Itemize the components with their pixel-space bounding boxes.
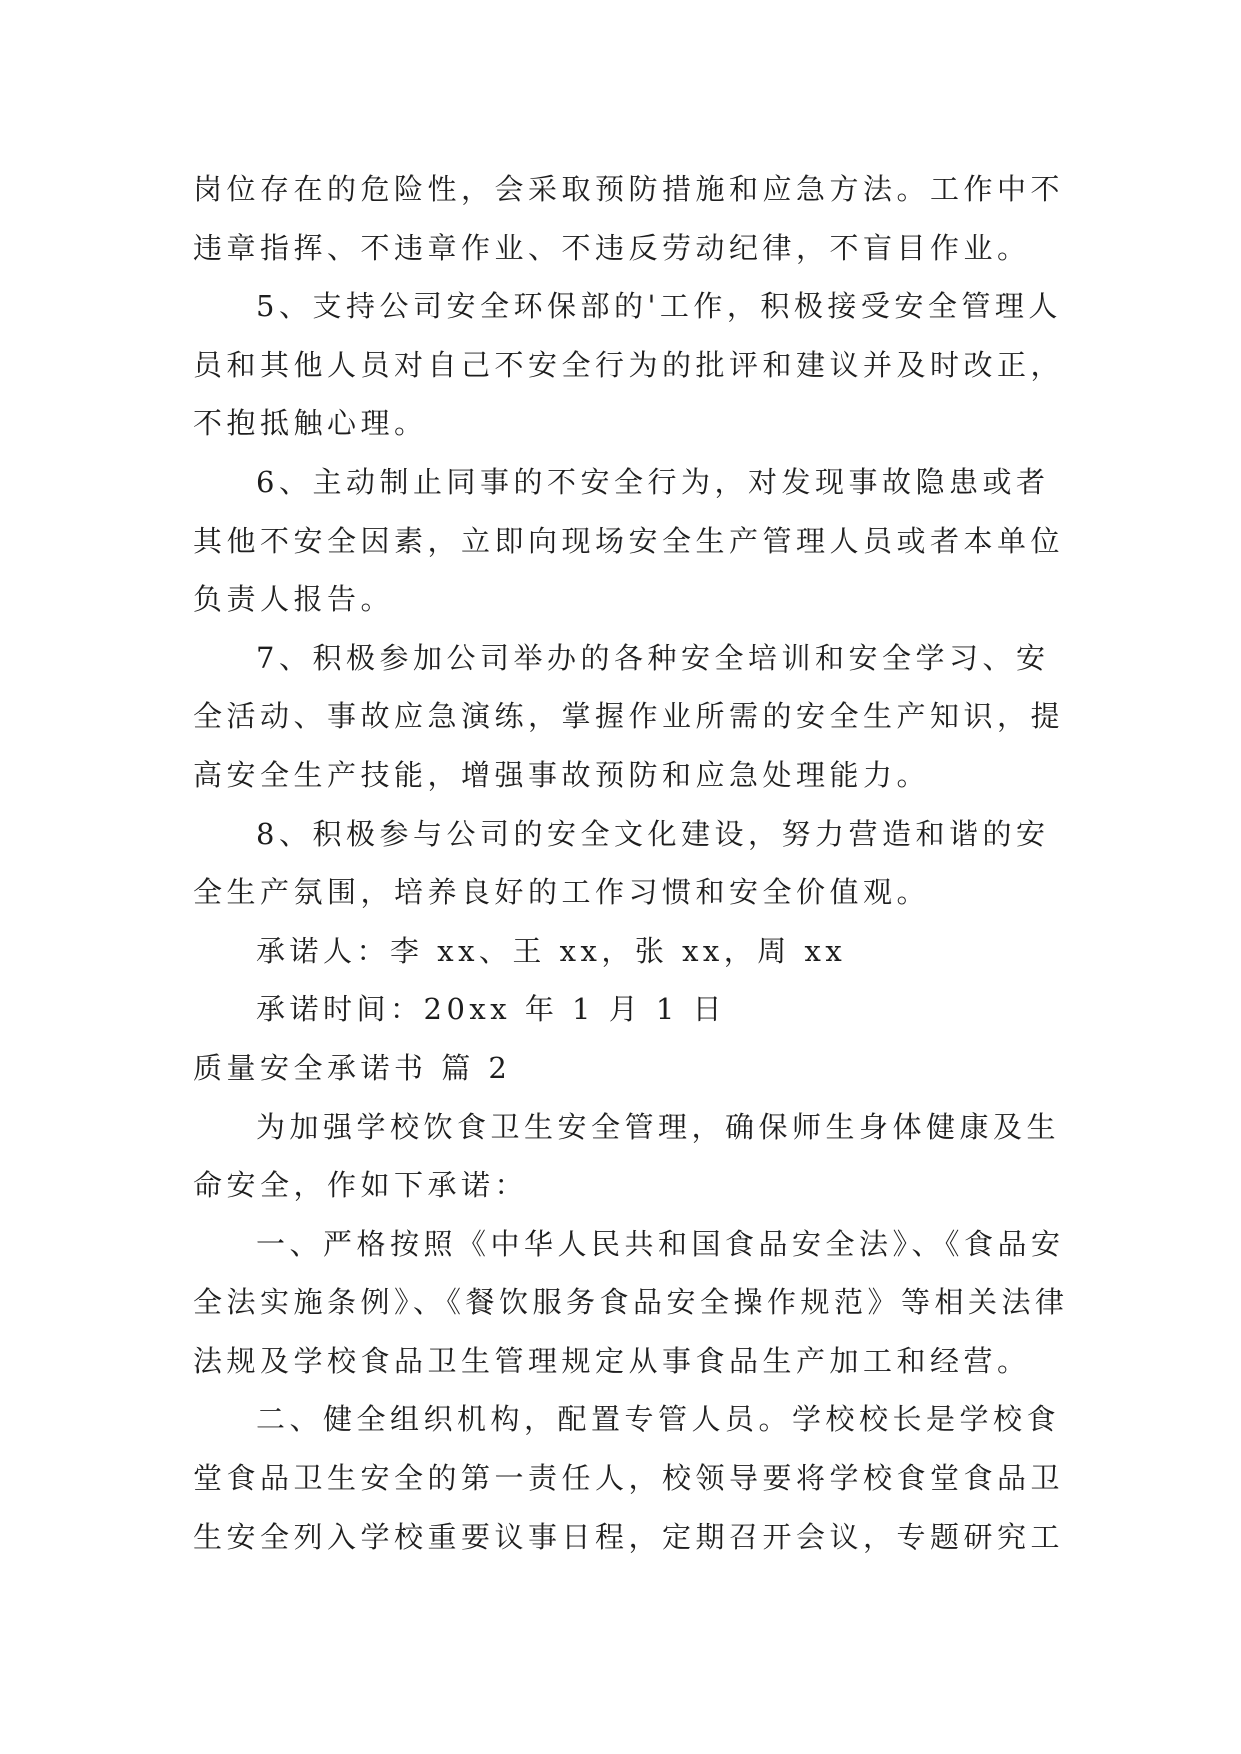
text-line: 其他不安全因素，立即向现场安全生产管理人员或者本单位	[193, 523, 1065, 558]
text-line: 不抱抵触心理。	[193, 406, 428, 441]
paragraph-start-line: 8、积极参与公司的安全文化建设，努力营造和谐的安	[256, 816, 1050, 851]
text-line: 全生产氛围，培养良好的工作习惯和安全价值观。	[193, 875, 931, 910]
text-line: 全活动、事故应急演练，掌握作业所需的安全生产知识，提	[193, 699, 1065, 734]
paragraph-start-line: 6、主动制止同事的不安全行为，对发现事故隐患或者	[256, 464, 1050, 499]
text-line: 全法实施条例》、《餐饮服务食品安全操作规范》等相关法律	[193, 1285, 1069, 1320]
paragraph-start-line: 为加强学校饮食卫生安全管理，确保师生身体健康及生	[256, 1109, 1061, 1144]
section-title: 质量安全承诺书 篇 2	[193, 1050, 512, 1085]
signatories-line: 承诺人：李 xx、王 xx，张 xx，周 xx	[256, 933, 847, 968]
text-line: 岗位存在的危险性，会采取预防措施和应急方法。工作中不	[193, 172, 1065, 206]
text-line: 高安全生产技能，增强事故预防和应急处理能力。	[193, 757, 931, 792]
text-line: 命安全，作如下承诺：	[193, 1168, 529, 1203]
text-line: 法规及学校食品卫生管理规定从事食品生产加工和经营。	[193, 1343, 1031, 1378]
text-line: 违章指挥、不违章作业、不违反劳动纪律，不盲目作业。	[193, 230, 1031, 265]
paragraph-start-line: 二、健全组织机构，配置专管人员。学校校长是学校食	[256, 1402, 1061, 1437]
paragraph-start-line: 7、积极参加公司举办的各种安全培训和安全学习、安	[256, 640, 1050, 675]
text-line: 负责人报告。	[193, 582, 395, 617]
commitment-date-line: 承诺时间：20xx 年 1 月 1 日	[256, 992, 727, 1027]
text-line: 员和其他人员对自己不安全行为的批评和建议并及时改正，	[193, 347, 1065, 382]
paragraph-start-line: 一、严格按照《中华人民共和国食品安全法》、《食品安	[256, 1226, 1065, 1261]
paragraph-start-line: 5、支持公司安全环保部的'工作，积极接受安全管理人	[256, 289, 1062, 324]
document-body	[193, 160, 1069, 1566]
text-line: 堂食品卫生安全的第一责任人，校领导要将学校食堂食品卫	[193, 1461, 1065, 1496]
text-line: 生安全列入学校重要议事日程，定期召开会议，专题研究工	[193, 1519, 1065, 1554]
